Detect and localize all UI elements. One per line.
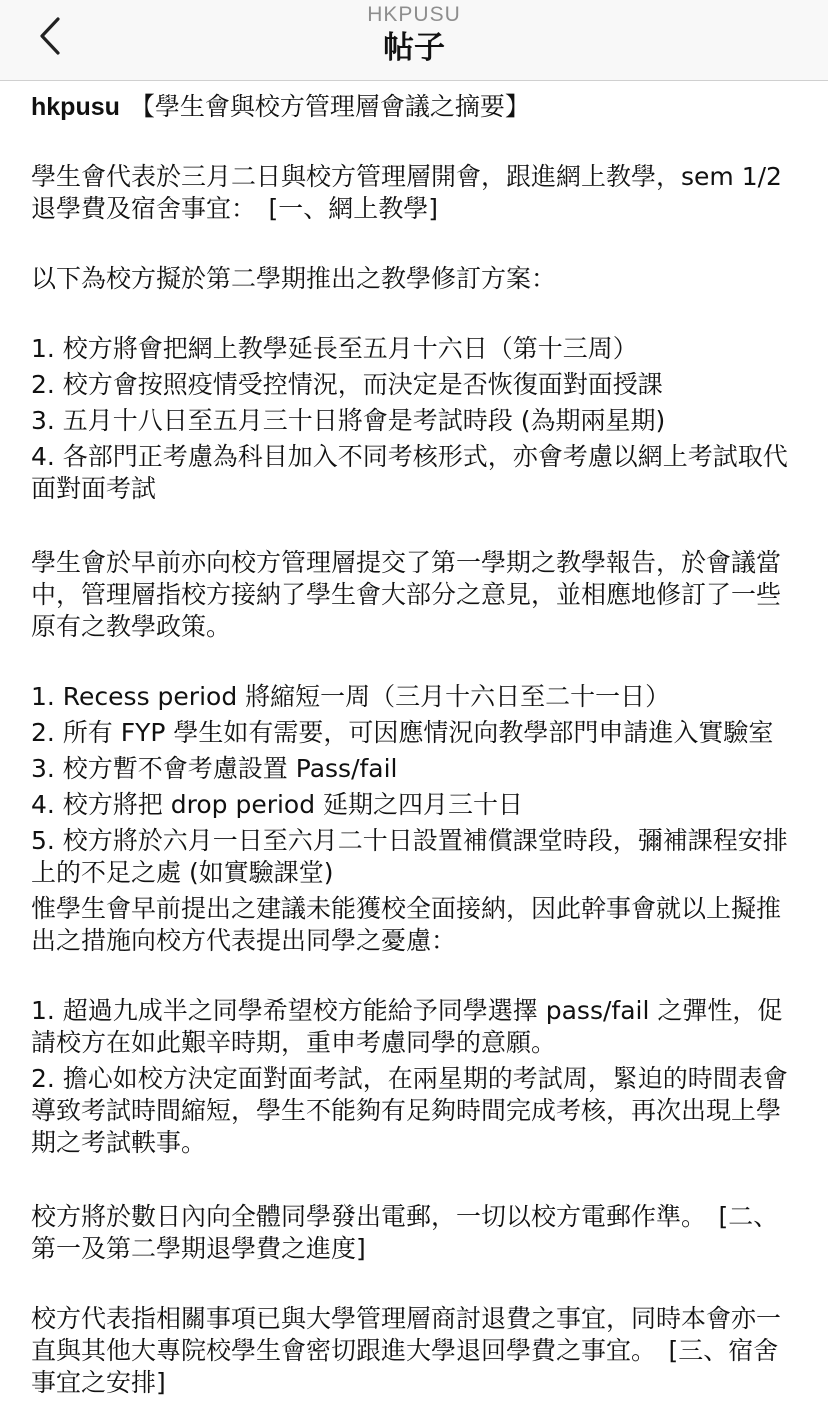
list-item: 4. 各部門正考慮為科目加入不同考核形式，亦會考慮以網上考試取代面對面考試 xyxy=(31,442,788,503)
list-item: 3. 校方暫不會考慮設置 Pass/fail xyxy=(31,754,398,783)
section2-list xyxy=(31,681,798,889)
spacer xyxy=(31,643,798,681)
list-item: 1. 校方將會把網上教學延長至五月十六日（第十三周） xyxy=(31,334,638,363)
caption-heading-line xyxy=(31,91,798,123)
account-name: HKPUSU xyxy=(367,3,461,26)
list-item: 2. 校方會按照疫情受控情況，而決定是否恢復面對面授課 xyxy=(31,370,663,399)
list-item: 5. 校方將於六月一日至六月二十日設置補償課堂時段，彌補課程安排上的不足之處 (如實驗課堂) xyxy=(31,826,788,887)
post-heading: 【學生會與校方管理層會議之摘要】 xyxy=(129,92,530,121)
section2-concern: 惟學生會早前提出之建議未能獲校全面接納，因此幹事會就以上擬推出之措施向校方代表提出同學之憂慮： xyxy=(31,894,782,955)
nav-bar xyxy=(0,0,828,81)
list-item: 1. 超過九成半之同學希望校方能給予同學選擇 pass/fail 之彈性，促請校方在如此艱辛時期，重申考慮同學的意願。 xyxy=(31,996,783,1057)
spacer xyxy=(31,1265,798,1303)
intro-paragraph: 學生會代表於三月二日與校方管理層開會，跟進網上教學，sem 1/2 退學費及宿舍事宜： [一、網上教學] xyxy=(31,162,782,223)
spacer xyxy=(31,225,798,263)
section3-list xyxy=(31,995,798,1159)
email-note: 校方將於數日內向全體同學發出電郵，一切以校方電郵作準。 [二、第一及第二學期退學費之進度] xyxy=(31,1202,779,1263)
nav-titles xyxy=(0,2,828,68)
spacer xyxy=(31,295,798,333)
refund-note: 校方代表指相關事項已與大學管理層商討退費之事宜，同時本會亦一直與其他大專院校學生會密切跟進大學退回學費之事宜。 [三、宿舍事宜之安排] xyxy=(31,1304,782,1397)
list-item: 1. Recess period 將縮短一周（三月十六日至二十一日） xyxy=(31,682,671,711)
spacer xyxy=(31,123,798,161)
section1-list xyxy=(31,333,798,505)
list-item: 3. 五月十八日至五月三十日將會是考試時段 (為期兩星期) xyxy=(31,406,666,435)
username-link[interactable]: hkpusu xyxy=(31,93,120,121)
spacer xyxy=(31,509,798,547)
section2-lead: 學生會於早前亦向校方管理層提交了第一學期之教學報告，於會議當中，管理層指校方接納了學生會大部分之意見，並相應地修訂了一些原有之教學政策。 xyxy=(31,548,782,641)
post-caption xyxy=(0,81,828,1399)
list-item: 4. 校方將把 drop period 延期之四月三十日 xyxy=(31,790,524,819)
section1-lead: 以下為校方擬於第二學期推出之教學修訂方案： xyxy=(31,264,557,293)
page-title: 帖子 xyxy=(383,30,445,66)
list-item: 2. 擔心如校方決定面對面考試，在兩星期的考試周，緊迫的時間表會導致考試時間縮短，學生不能夠有足夠時間完成考核，再次出現上學期之考試軼事。 xyxy=(31,1064,788,1157)
spacer xyxy=(31,1163,798,1201)
spacer xyxy=(31,957,798,995)
list-item: 2. 所有 FYP 學生如有需要，可因應情況向教學部門申請進入實驗室 xyxy=(31,718,774,747)
